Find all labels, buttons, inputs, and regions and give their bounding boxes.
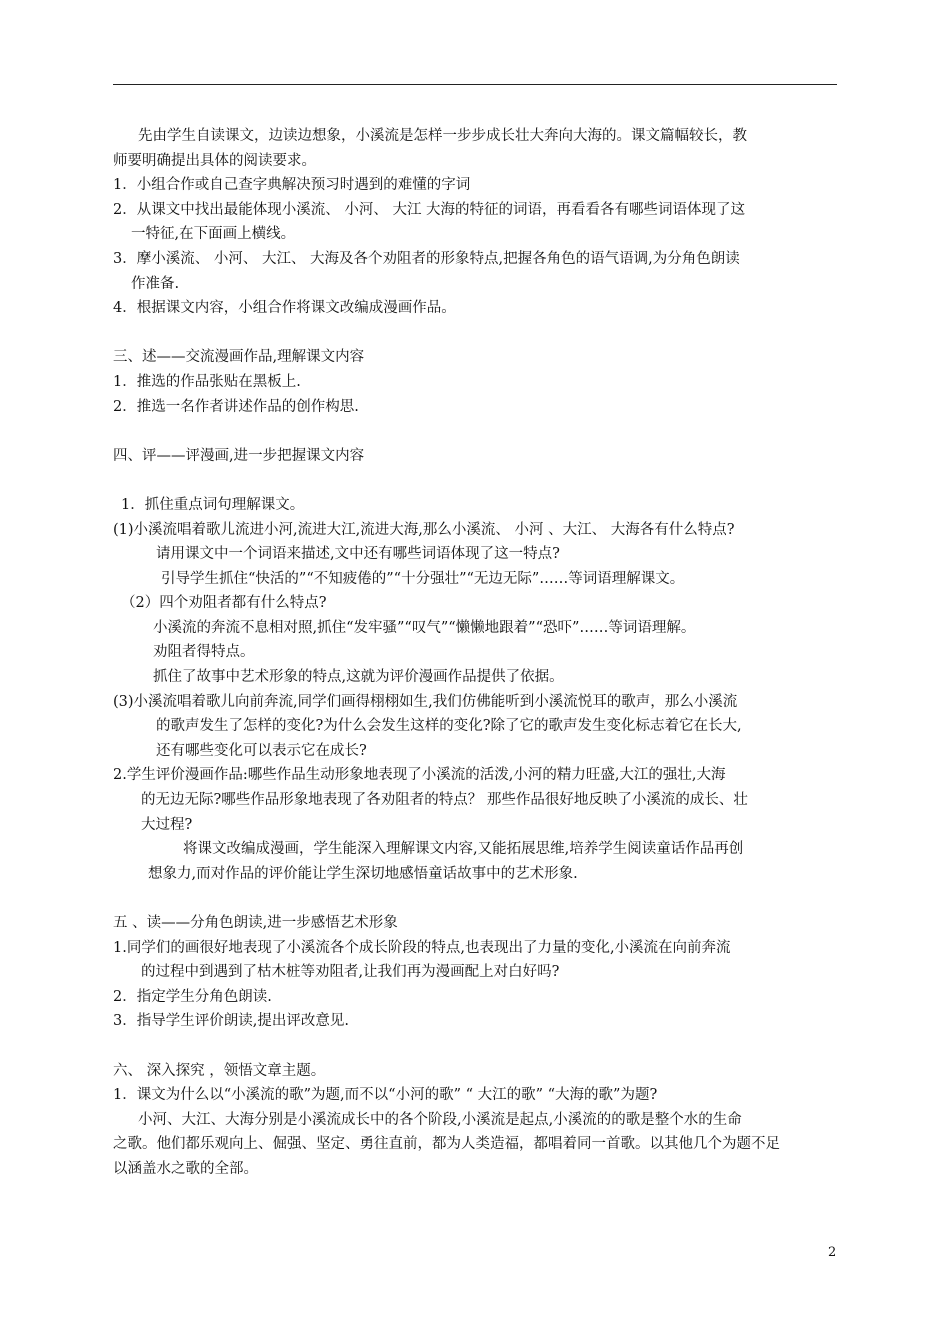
- text-line: 想象力,而对作品的评价能让学生深切地感悟童话故事中的艺术形象.: [148, 865, 578, 882]
- text-line: 引导学生抓住“快活的”“不知疲倦的”“十分强壮”“无边无际”……等词语理解课文。: [161, 570, 685, 587]
- text-line: 一特征,在下面画上横线。: [131, 226, 296, 243]
- text-line: 请用课文中一个词语来描述,文中还有哪些词语体现了这一特点?: [156, 546, 560, 563]
- text-line: 1．小组合作或自己查字典解决预习时遇到的难懂的字词: [113, 177, 471, 194]
- text-line: 的无边无际?哪些作品形象地表现了各劝阻者的特点？ 那些作品很好地反映了小溪流的成长、壮: [141, 792, 748, 809]
- blank-line: [113, 1034, 848, 1059]
- text-line: 1．课文为什么以“小溪流的歌”为题,而不以“小河的歌” “ 大江的歌” “大海的歌”为题?: [113, 1087, 658, 1104]
- text-line: 小溪流的奔流不息相对照,抓住“发牢骚”“叹气”“懒懒地跟着”“恐吓”……等词语理解。: [153, 619, 696, 636]
- section-heading: 六、 深入探究 ，领悟文章主题。: [113, 1062, 326, 1079]
- text-line: 3．摩小溪流、 小河、 大江、 大海及各个劝阻者的形象特点,把握各角色的语气语调,为分角色朗读: [113, 250, 740, 267]
- document-body: [113, 124, 848, 1182]
- blank-line: [113, 886, 848, 911]
- text-line: (1)小溪流唱着歌儿流进小河,流进大江,流进大海,那么小溪流、 小河 、大江、 大海各有什么特点?: [113, 521, 735, 538]
- text-line: （2）四个劝阻者都有什么特点?: [121, 595, 327, 612]
- text-line: 还有哪些变化可以表示它在成长?: [156, 742, 367, 759]
- text-line: 的歌声发生了怎样的变化?为什么会发生这样的变化?除了它的歌声发生变化标志着它在长大,: [156, 718, 742, 735]
- text-line: 2.学生评价漫画作品:哪些作品生动形象地表现了小溪流的活泼,小河的精力旺盛,大江的强壮,大海: [113, 767, 726, 784]
- text-line: 2．指定学生分角色朗读.: [113, 988, 272, 1005]
- page-number: 2: [828, 1245, 837, 1260]
- text-line: 将课文改编成漫画，学生能深入理解课文内容,又能拓展思维,培养学生阅读童话作品再创: [183, 841, 744, 858]
- section-heading: 五 、读——分角色朗读,进一步感悟艺术形象: [113, 915, 398, 931]
- section-heading: 四、评——评漫画,进一步把握课文内容: [113, 447, 365, 464]
- text-line: 2．从课文中找出最能体现小溪流、 小河、 大江 大海的特征的词语，再看看各有哪些词语体现了这: [113, 201, 746, 218]
- blank-line: [113, 321, 848, 346]
- text-line: 作准备.: [131, 275, 180, 292]
- text-line: 抓住了故事中艺术形象的特点,这就为评价漫画作品提供了依据。: [153, 669, 564, 686]
- text-line: 3．指导学生评价朗读,提出评改意见.: [113, 1013, 349, 1030]
- text-line: 师要明确提出具体的阅读要求。: [113, 152, 316, 169]
- text-line: 4．根据课文内容，小组合作将课文改编成漫画作品。: [113, 300, 456, 317]
- text-line: 1.同学们的画很好地表现了小溪流各个成长阶段的特点,也表现出了力量的变化,小溪流在向前奔流: [113, 939, 731, 956]
- text-line: 大过程?: [141, 816, 193, 833]
- text-line: (3)小溪流唱着歌儿向前奔流,同学们画得栩栩如生,我们仿佛能听到小溪流悦耳的歌声，那么小溪流: [113, 693, 738, 710]
- text-line: 2．推选一名作者讲述作品的创作构思.: [113, 398, 359, 415]
- blank-line: [113, 419, 848, 444]
- text-line: 小河、大江、大海分别是小溪流成长中的各个阶段,小溪流是起点,小溪流的的歌是整个水的生命: [138, 1111, 742, 1128]
- text-line: 劝阻者得特点。: [153, 644, 255, 661]
- text-line: 之歌。他们都乐观向上、倔强、坚定、勇往直前，都为人类造福，都唱着同一首歌。以其他几个为题不足: [113, 1136, 780, 1153]
- header-rule: [113, 84, 837, 85]
- text-line: 先由学生自读课文，边读边想象，小溪流是怎样一步步成长壮大奔向大海的。课文篇幅较长，教: [138, 128, 747, 144]
- text-line: 的过程中到遇到了枯木桩等劝阻者,让我们再为漫画配上对白好吗?: [141, 964, 560, 981]
- text-line: 以涵盖水之歌的全部。: [113, 1160, 258, 1177]
- blank-line: [113, 468, 848, 493]
- text-line: 1．推选的作品张贴在黑板上.: [113, 373, 301, 390]
- section-heading: 三、述——交流漫画作品,理解课文内容: [113, 349, 365, 366]
- text-line: 1．抓住重点词句理解课文。: [121, 496, 305, 513]
